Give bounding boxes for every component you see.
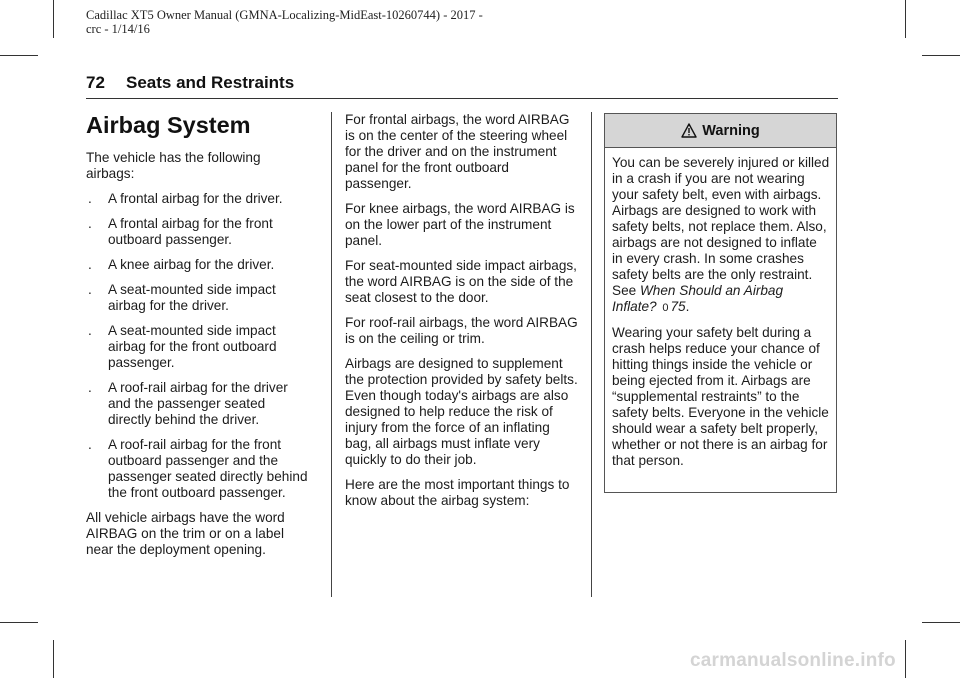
crop-mark (922, 622, 960, 623)
list-item (86, 257, 312, 273)
crop-mark (905, 0, 906, 38)
list-item (86, 191, 312, 207)
paragraph: Here are the most important things to know about the airbag system: (345, 477, 570, 508)
column-divider (591, 112, 592, 597)
column-1 (86, 112, 312, 567)
list-item-text: A roof-rail airbag for the driver and the passenger seated directly behind the driver. (108, 380, 288, 427)
crop-mark (53, 0, 54, 38)
warning-triangle-icon (681, 123, 697, 138)
warning-header (605, 114, 836, 148)
section-title: Seats and Restraints (126, 73, 295, 92)
paragraph: Airbags are designed to supplement the protection provided by safety belts. Even though today's airbags are also designed to help reduce the risk of injury from the force of an inflating bag, all airbags must inflate very quickly to do their job. (345, 356, 578, 467)
crop-mark (0, 622, 38, 623)
cross-reference-link[interactable]: When Should an Airbag Inflate? (612, 283, 784, 314)
paragraph: For roof-rail airbags, the word AIRBAG is on the ceiling or trim. (345, 315, 578, 346)
paragraph: For frontal airbags, the word AIRBAG is on the center of the steering wheel for the driver and on the instrument panel for the front outboard passenger. (345, 112, 570, 191)
list-item (86, 380, 312, 428)
sentence-end: . (685, 299, 690, 314)
closing-paragraph: All vehicle airbags have the word AIRBAG on the trim or on a label near the deployment opening. (86, 510, 285, 557)
list-item-text: A seat-mounted side impact airbag for the front outboard passenger. (108, 323, 277, 370)
column-2 (345, 112, 578, 518)
list-item (86, 282, 312, 314)
doc-meta-line-2: crc - 1/14/16 (86, 22, 150, 36)
bullet-marker: . (88, 191, 92, 206)
warning-title: Warning (702, 122, 760, 139)
bullet-marker: . (88, 323, 92, 338)
bullet-marker: . (88, 380, 92, 395)
watermark: carmanualsonline.info (690, 650, 896, 671)
paragraph: For knee airbags, the word AIRBAG is on the lower part of the instrument panel. (345, 201, 575, 248)
header-rule (86, 98, 838, 99)
crop-mark (0, 55, 38, 56)
page-title: Airbag System (86, 112, 251, 138)
list-item-text: A seat-mounted side impact airbag for the driver. (108, 282, 276, 313)
list-item-text: A roof-rail airbag for the front outboard passenger and the passenger seated directly behind the front outboard passenger. (108, 437, 308, 500)
crop-mark (922, 55, 960, 56)
list-item (86, 323, 312, 371)
list-item-text: A frontal airbag for the driver. (108, 191, 283, 206)
page-ref-arrow-icon: 0 (662, 302, 669, 314)
bullet-marker: . (88, 282, 92, 297)
crop-mark (905, 640, 906, 678)
document-metadata (86, 8, 506, 36)
page-header (86, 73, 838, 93)
list-item (86, 216, 312, 248)
page-number: 72 (86, 73, 105, 92)
crop-mark (53, 640, 54, 678)
warning-paragraph (612, 155, 830, 316)
warning-body (605, 148, 836, 469)
airbag-list (86, 191, 312, 501)
bullet-marker: . (88, 216, 92, 231)
warning-text: You can be severely injured or killed in a crash if you are not wearing your safety belt, even with airbags. Airbags are designed to work with safety belts, not replace them. Also, airbags are not designed to inflate in every crash. In some crashes safety belts are the only restraint. See (612, 155, 830, 298)
cross-reference-page[interactable]: 75 (670, 299, 686, 314)
column-divider (331, 112, 332, 597)
list-item-text: A knee airbag for the driver. (108, 257, 275, 272)
paragraph: For seat-mounted side impact airbags, the word AIRBAG is on the side of the seat closest to the door. (345, 258, 577, 305)
warning-paragraph: Wearing your safety belt during a crash helps reduce your chance of hitting things inside the vehicle or being ejected from it. Airbags are “supplemental restraints” to the safety belts. Everyone in the vehicle should wear a safety belt properly, whether or not there is an airbag for that person. (612, 325, 829, 468)
bullet-marker: . (88, 437, 92, 452)
bullet-marker: . (88, 257, 92, 272)
warning-box (604, 113, 837, 493)
list-item (86, 437, 312, 501)
doc-meta-line-1: Cadillac XT5 Owner Manual (GMNA-Localizing-MidEast-10260744) - 2017 - (86, 8, 483, 22)
intro-paragraph: The vehicle has the following airbags: (86, 150, 261, 181)
list-item-text: A frontal airbag for the front outboard passenger. (108, 216, 273, 247)
